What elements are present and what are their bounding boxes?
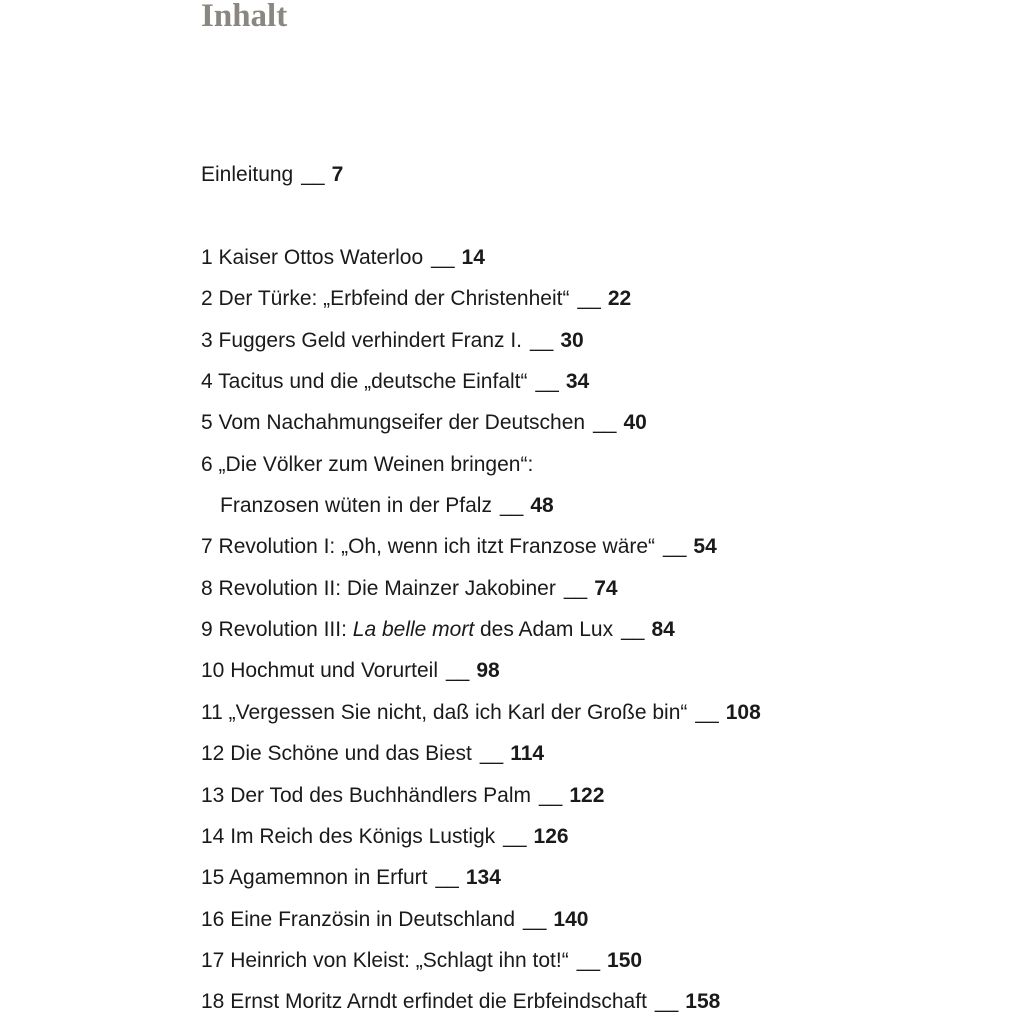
toc-entry-number: 11 [201,701,223,724]
toc-entry-16 [201,907,588,933]
toc-entry-title: Revolution II: Die Mainzer Jakobiner [218,577,556,600]
toc-page-number: 22 [607,287,632,310]
toc-entry-10 [201,658,500,684]
toc-entry-number: 18 [201,990,225,1013]
toc-entry-title: Die Schöne und das Biest [230,742,472,765]
toc-entry-1 [201,245,485,271]
toc-separator: __ [301,163,325,186]
toc-entry-title: Der Türke: „Erbfeind der Christenheit“ [218,287,570,310]
toc-page-number: 134 [465,866,501,889]
toc-entry-title: Heinrich von Kleist: „Schlagt ihn tot!“ [230,949,569,972]
toc-separator: __ [523,908,547,931]
toc-entry-label: Einleitung [201,163,294,186]
toc-page-number: 122 [569,784,605,807]
toc-separator: __ [499,494,524,517]
toc-page-number: 114 [510,742,545,765]
toc-entry-title: Ernst Moritz Arndt erfindet die Erbfeindschaft [230,990,647,1013]
toc-entry-number: 15 [201,866,225,889]
toc-entry-number: 9 [201,618,213,641]
toc-entry-7 [201,534,717,560]
toc-entry-13 [201,783,604,809]
toc-separator: __ [538,784,563,807]
toc-entry-8 [201,576,618,602]
toc-entry-title: Tacitus und die „deutsche Einfalt“ [218,370,528,393]
toc-entry-11 [201,700,761,726]
page-title: Inhalt [201,0,288,34]
toc-entry-title: Vom Nachahmungseifer der Deutschen [218,411,586,434]
toc-entry-title: Revolution I: „Oh, wenn ich itzt Franzose wäre“ [218,535,656,558]
toc-entry-12 [201,741,544,767]
toc-page-number: 98 [476,659,500,682]
toc-entry-number: 2 [201,287,213,310]
toc-page-number: 54 [693,535,717,558]
toc-entry-title-prefix: Revolution III: [218,618,353,641]
toc-separator: __ [593,411,617,434]
toc-entry-title-continued: Franzosen wüten in der Pfalz [220,494,492,517]
toc-entry-intro [201,162,343,188]
toc-entry-3 [201,328,584,354]
toc-entry-number: 10 [201,659,225,682]
toc-separator: __ [530,329,554,352]
toc-separator: __ [535,370,559,393]
toc-entry-number: 3 [201,329,213,352]
toc-entry-title: „Vergessen Sie nicht, daß ich Karl der Große bin“ [228,701,688,724]
toc-entry-number: 14 [201,825,225,848]
toc-entry-2 [201,286,631,312]
toc-entry-title: Agamemnon in Erfurt [229,866,428,889]
toc-entry-number: 1 [201,246,213,269]
toc-page-number: 48 [530,494,554,517]
toc-entry-number: 4 [201,370,213,393]
toc-page-number: 158 [685,990,721,1013]
toc-page-number: 140 [553,908,589,931]
toc-entry-6 [201,452,533,478]
toc-separator: __ [431,246,455,269]
toc-entry-title: Fuggers Geld verhindert Franz I. [218,329,522,352]
toc-entry-title: Der Tod des Buchhändlers Palm [230,784,531,807]
toc-entry-4 [201,369,589,395]
toc-entry-number: 5 [201,411,213,434]
toc-entry-6-continued [220,493,554,519]
toc-page-number: 7 [331,163,344,186]
toc-entry-title-suffix: des Adam Lux [474,618,614,641]
toc-entry-5 [201,410,647,436]
toc-page-number: 84 [651,618,675,641]
toc-entry-15 [201,865,501,891]
toc-page-number: 108 [725,701,761,724]
toc-page-number: 34 [565,370,590,393]
toc-entry-number: 8 [201,577,213,600]
toc-entry-title: Eine Französin in Deutschland [230,908,516,931]
toc-page-number: 150 [607,949,643,972]
toc-entry-18 [201,989,720,1015]
toc-separator: __ [576,949,601,972]
toc-page-number: 126 [533,825,569,848]
toc-separator: __ [503,825,527,848]
toc-separator: __ [577,287,601,310]
toc-separator: __ [563,577,588,600]
toc-entry-title: Im Reich des Königs Lustigk [230,825,496,848]
toc-entry-number: 6 [201,453,213,476]
toc-entry-number: 16 [201,908,225,931]
toc-separator: __ [435,866,459,889]
toc-separator: __ [621,618,645,641]
toc-entry-title: „Die Völker zum Weinen bringen“: [218,453,534,476]
toc-page-number: 74 [594,577,618,600]
toc-entry-title-italic: La belle mort [352,618,475,641]
toc-entry-14 [201,824,569,850]
toc-separator: __ [663,535,687,558]
toc-separator: __ [654,990,679,1013]
toc-entry-number: 7 [201,535,213,558]
toc-entry-9 [201,617,675,643]
toc-entry-number: 12 [201,742,225,765]
toc-page-number: 30 [560,329,584,352]
toc-separator: __ [479,742,504,765]
toc-entry-title: Hochmut und Vorurteil [230,659,438,682]
toc-entry-17 [201,948,642,974]
toc-entry-number: 13 [201,784,225,807]
toc-separator: __ [445,659,470,682]
toc-separator: __ [695,701,719,724]
toc-page-number: 40 [623,411,647,434]
toc-page-number: 14 [461,246,485,269]
toc-entry-title: Kaiser Ottos Waterloo [218,246,424,269]
table-of-contents [201,0,1001,1018]
toc-entry-number: 17 [201,949,225,972]
